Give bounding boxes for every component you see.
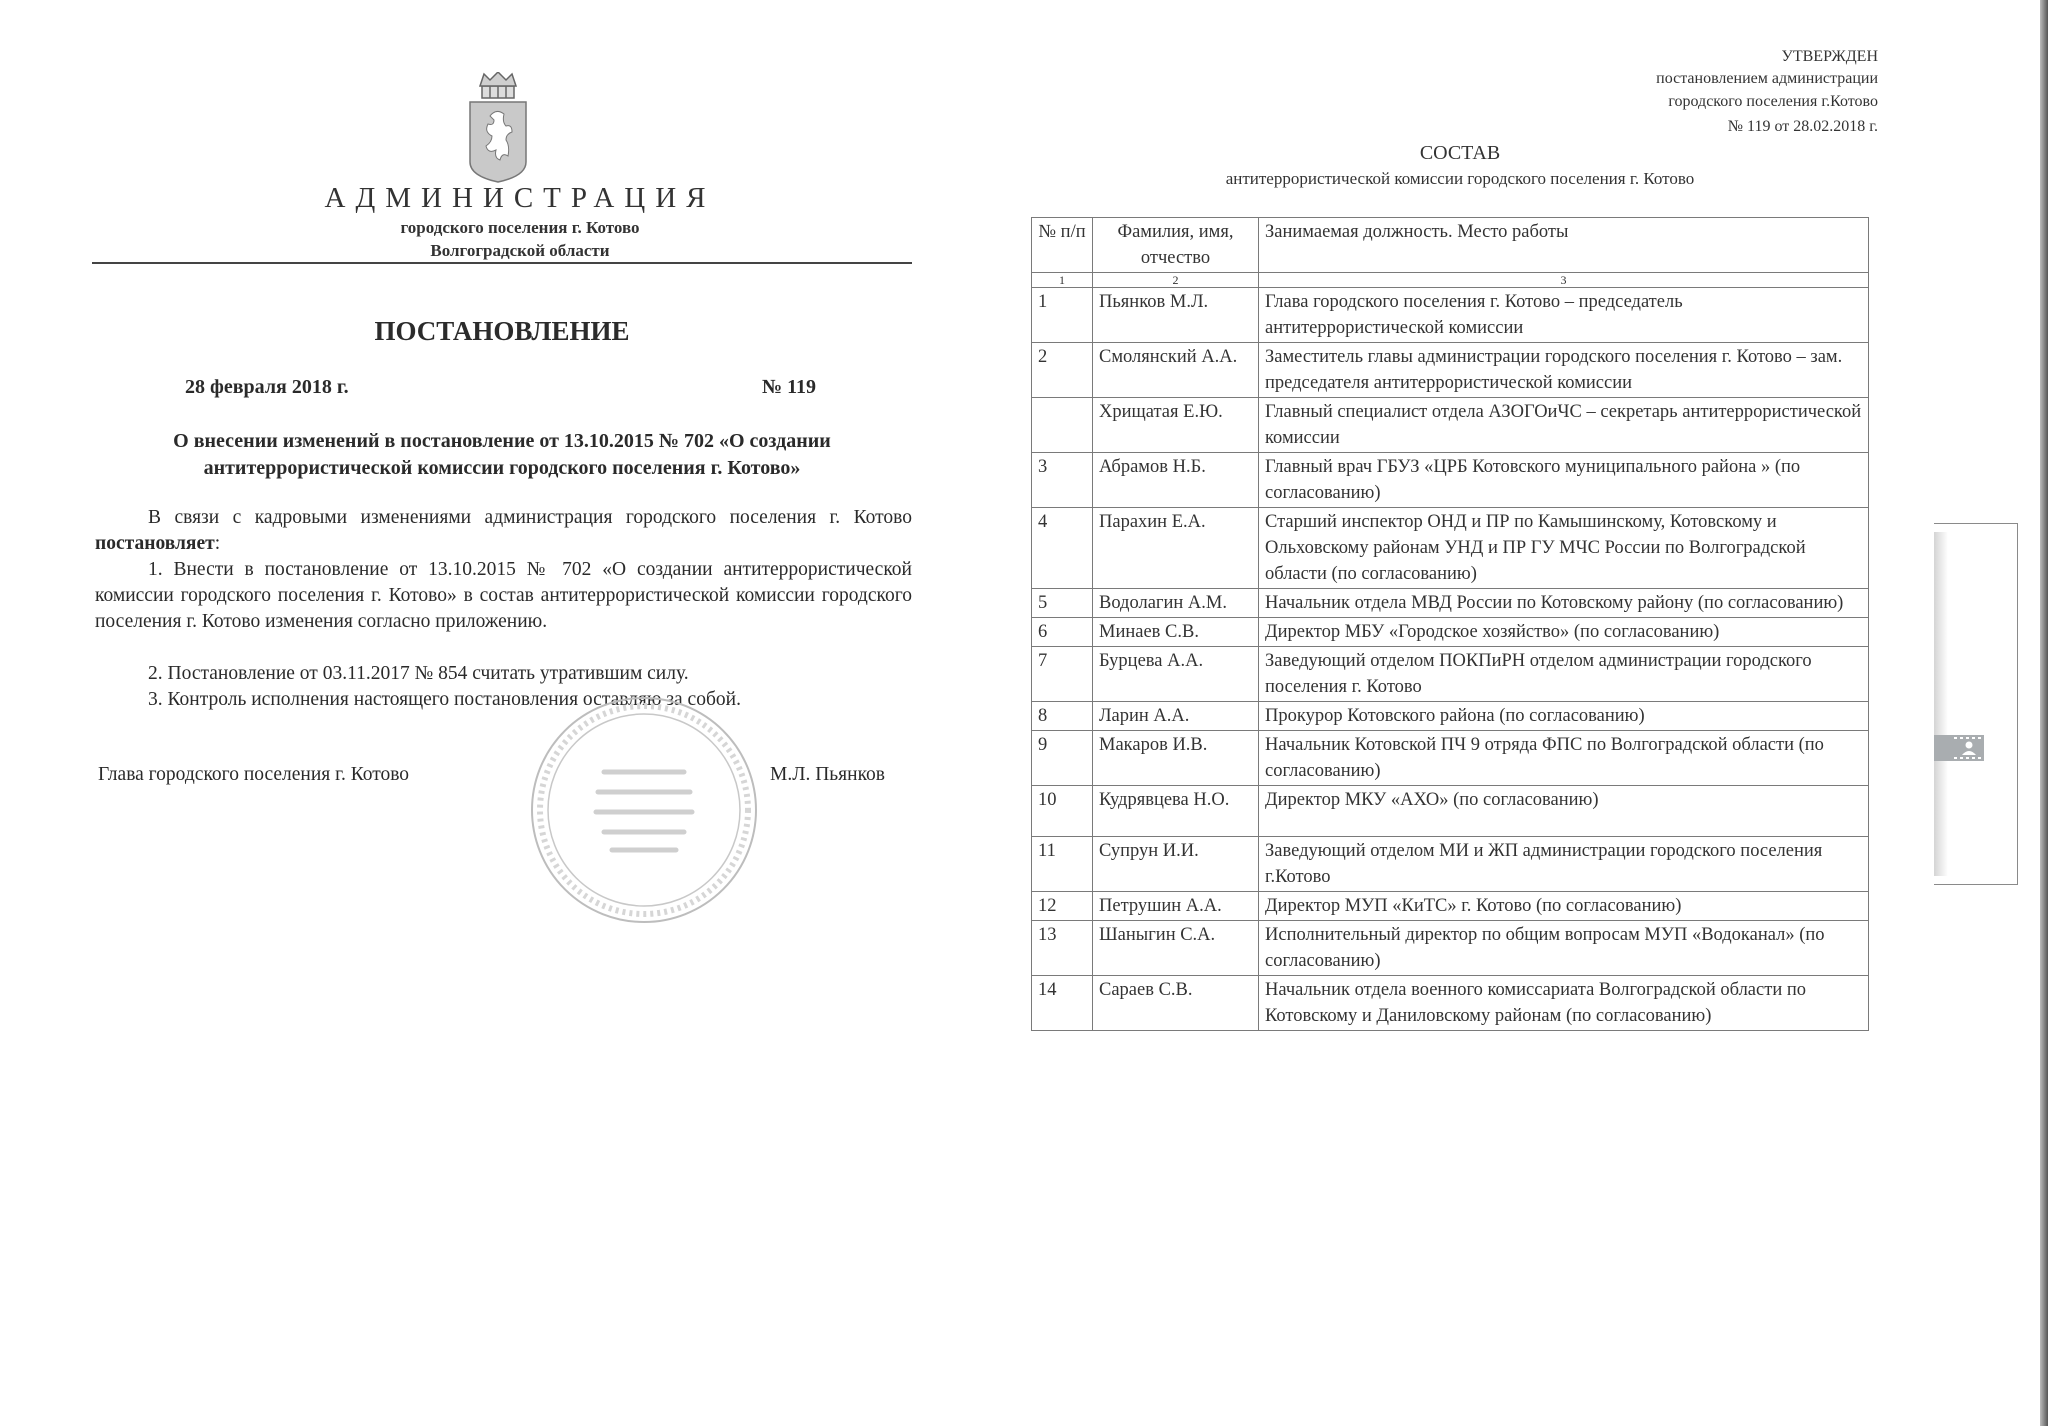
member-name: Кудрявцева Н.О.: [1093, 786, 1259, 837]
row-number: 4: [1032, 508, 1093, 589]
member-position: Исполнительный директор по общим вопросам МУП «Водоканал» (по согласованию): [1259, 921, 1869, 976]
organization-title: АДМИНИСТРАЦИЯ: [324, 182, 716, 214]
table-row: [1032, 786, 1869, 837]
resolution-item-1: 1. Внести в постановление от 13.10.2015 № 702 «О создании антитеррористической комиссии городского поселения г. Котово» в состав антитеррористической комиссии городского поселения г. Котово изменения согласно приложению.: [95, 559, 912, 632]
member-name: Абрамов Н.Б.: [1093, 453, 1259, 508]
organization-subtitle: городского поселения г. Котово: [400, 218, 640, 237]
member-position: Главный врач ГБУЗ «ЦРБ Котовского муниципального района » (по согласованию): [1259, 453, 1869, 508]
table-row: [1032, 453, 1869, 508]
row-number: 9: [1032, 731, 1093, 786]
header-number: № п/п: [1032, 218, 1093, 273]
appendix-title: СОСТАВ: [1419, 142, 1501, 164]
table-row: [1032, 647, 1869, 702]
row-number: 2: [1032, 343, 1093, 398]
member-name: Пьянков М.Л.: [1093, 288, 1259, 343]
member-name: Сараев С.В.: [1093, 976, 1259, 1031]
member-name: Ларин А.А.: [1093, 702, 1259, 731]
official-seal-icon: [512, 690, 776, 930]
document-number: № 119: [762, 376, 816, 398]
table-row: [1032, 589, 1869, 618]
row-number: 7: [1032, 647, 1093, 702]
table-row: [1032, 837, 1869, 892]
header-position: Занимаемая должность. Место работы: [1259, 218, 1869, 273]
table-row: [1032, 702, 1869, 731]
member-position: Заведующий отделом МИ и ЖП администрации городского поселения г.Котово: [1259, 837, 1869, 892]
row-number: 10: [1032, 786, 1093, 837]
column-number-row: [1032, 273, 1869, 288]
table-row: [1032, 976, 1869, 1031]
member-position: Начальник Котовской ПЧ 9 отряда ФПС по Волгоградской области (по согласованию): [1259, 731, 1869, 786]
member-position: Старший инспектор ОНД и ПР по Камышинскому, Котовскому и Ольховскому районам УНД и ПР ГУ МЧС России по Волгоградской области (по согласованию): [1259, 508, 1869, 589]
member-name: Шаныгин С.А.: [1093, 921, 1259, 976]
appendix-subtitle: антитеррористической комиссии городского поселения г. Котово: [1225, 169, 1695, 188]
resolution-item-3: 3. Контроль исполнения настоящего постановления оставляю за собой.: [148, 689, 741, 710]
approval-line: постановлением администрации: [1656, 70, 1878, 87]
document-date: 28 февраля 2018 г.: [185, 376, 349, 398]
table-row: [1032, 731, 1869, 786]
commission-members-table: [1031, 217, 1869, 1031]
approval-reference: № 119 от 28.02.2018 г.: [1727, 118, 1878, 135]
table-row: [1032, 618, 1869, 647]
member-name: Супрун И.И.: [1093, 837, 1259, 892]
document-type-heading: ПОСТАНОВЛЕНИЕ: [374, 316, 630, 346]
header-divider: [92, 262, 912, 264]
row-number: 14: [1032, 976, 1093, 1031]
column-number: 2: [1093, 273, 1259, 288]
table-row: [1032, 892, 1869, 921]
row-number: 1: [1032, 288, 1093, 343]
preamble-colon: :: [214, 533, 221, 554]
row-number: 8: [1032, 702, 1093, 731]
row-number: 5: [1032, 589, 1093, 618]
member-position: Начальник отдела МВД России по Котовскому району (по согласованию): [1259, 589, 1869, 618]
member-name: Парахин Е.А.: [1093, 508, 1259, 589]
header-name: Фамилия, имя, отчество: [1093, 218, 1259, 273]
row-number: [1032, 398, 1093, 453]
table-row: [1032, 288, 1869, 343]
signatory-title: Глава городского поселения г. Котово: [98, 764, 410, 785]
row-number: 3: [1032, 453, 1093, 508]
row-number: 11: [1032, 837, 1093, 892]
film-strip-person-icon: [1934, 733, 1984, 763]
member-name: Водолагин А.М.: [1093, 589, 1259, 618]
member-position: Начальник отдела военного комиссариата Волгоградской области по Котовскому и Даниловскому районам (по согласованию): [1259, 976, 1869, 1031]
table-row: [1032, 921, 1869, 976]
table-row: [1032, 343, 1869, 398]
resolution-item-2: 2. Постановление от 03.11.2017 № 854 считать утратившим силу.: [148, 663, 689, 684]
row-number: 12: [1032, 892, 1093, 921]
member-position: Директор МКУ «АХО» (по согласованию): [1259, 786, 1869, 837]
member-name: Хрищатая Е.Ю.: [1093, 398, 1259, 453]
approval-line: городского поселения г.Котово: [1668, 93, 1878, 110]
table-header-row: [1032, 218, 1869, 273]
approval-stamp-heading: УТВЕРЖДЕН: [1781, 48, 1878, 65]
member-name: Бурцева А.А.: [1093, 647, 1259, 702]
table-row: [1032, 398, 1869, 453]
scanner-shadow: [1934, 532, 1948, 876]
member-name: Минаев С.В.: [1093, 618, 1259, 647]
signatory-name: М.Л. Пьянков: [770, 764, 886, 785]
member-position: Директор МБУ «Городское хозяйство» (по согласованию): [1259, 618, 1869, 647]
preamble-text: В связи с кадровыми изменениями администрация городского поселения г. Котово: [148, 507, 912, 528]
member-position: Заместитель главы администрации городского поселения г. Котово – зам. председателя антитеррористической комиссии: [1259, 343, 1869, 398]
coat-of-arms-icon: [466, 72, 530, 184]
scan-border-edge: [2040, 0, 2048, 1426]
member-name: Смолянский А.А.: [1093, 343, 1259, 398]
table-row: [1032, 508, 1869, 589]
member-position: Главный специалист отдела АЗОГОиЧС – секретарь антитеррористической комиссии: [1259, 398, 1869, 453]
preamble-bold-word: постановляет: [95, 533, 215, 554]
preamble-paragraph: [95, 505, 912, 557]
member-name: Макаров И.В.: [1093, 731, 1259, 786]
column-number: 3: [1259, 273, 1869, 288]
column-number: 1: [1032, 273, 1093, 288]
member-position: Директор МУП «КиТС» г. Котово (по согласованию): [1259, 892, 1869, 921]
member-position: Заведующий отделом ПОКПиРН отделом администрации городского поселения г. Котово: [1259, 647, 1869, 702]
row-number: 6: [1032, 618, 1093, 647]
member-name: Петрушин А.А.: [1093, 892, 1259, 921]
row-number: 13: [1032, 921, 1093, 976]
organization-region: Волгоградской области: [430, 241, 610, 260]
document-subject: О внесении изменений в постановление от 13.10.2015 № 702 «О создании антитеррористической комиссии городского поселения г. Котово»: [173, 430, 831, 479]
member-position: Глава городского поселения г. Котово – председатель антитеррористической комиссии: [1259, 288, 1869, 343]
member-position: Прокурор Котовского района (по согласованию): [1259, 702, 1869, 731]
